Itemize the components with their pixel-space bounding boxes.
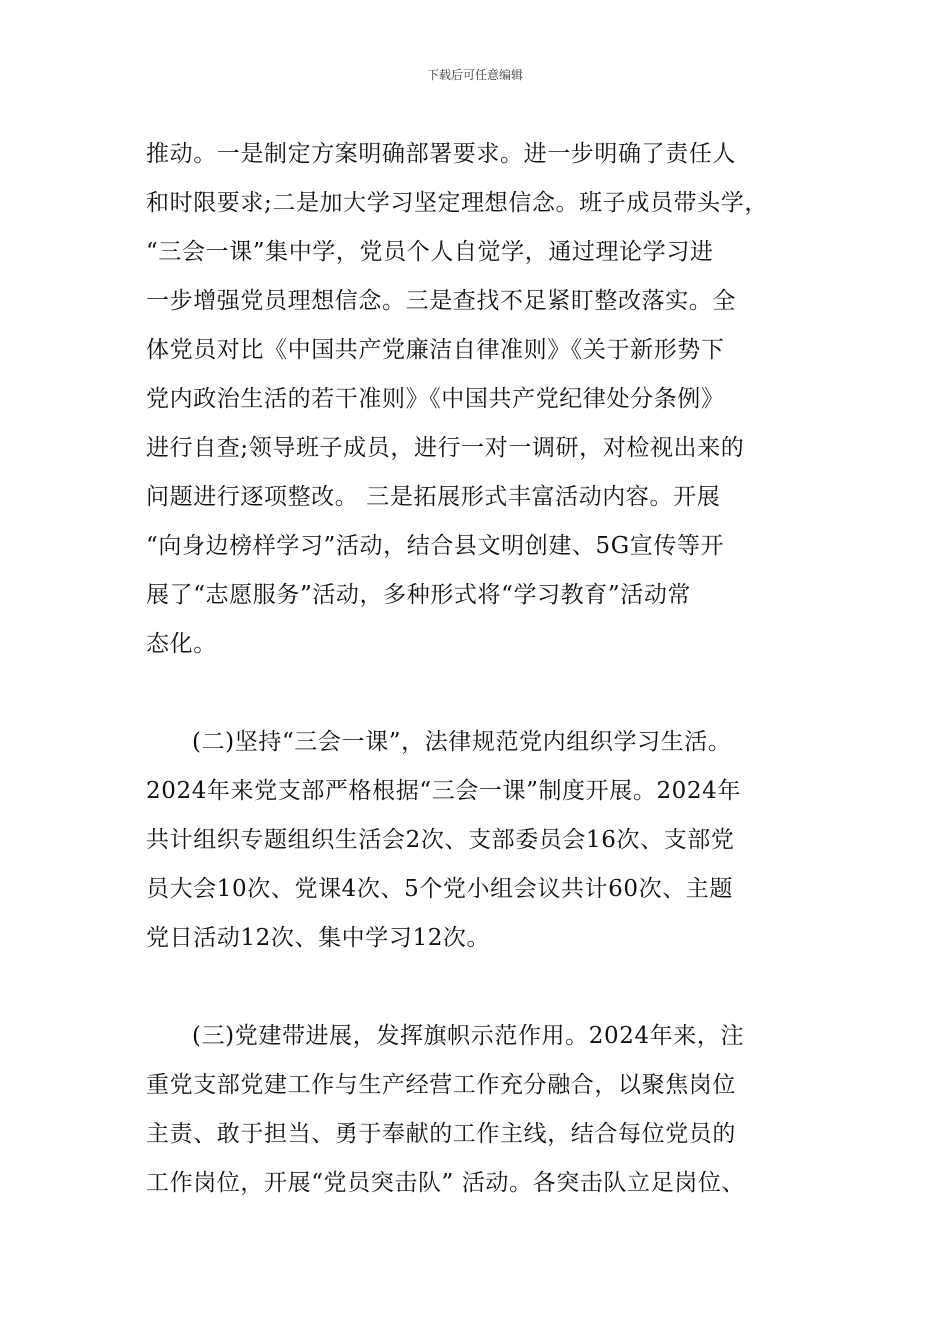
text-line: 主责、敢于担当、勇于奉献的工作主线，结合每位党员的 [146,1121,736,1147]
paragraph-3 [146,1012,836,1208]
text-line: 一步增强党员理想信念。三是查找不足紧盯整改落实。全 [146,288,736,314]
text-line: 重党支部党建工作与生产经营工作充分融合，以聚焦岗位 [146,1072,736,1098]
section-heading-line: (三)党建带进展，发挥旗帜示范作用。2024年来，注 [192,1023,745,1049]
text-line: 态化。 [146,631,217,657]
text-line: 党内政治生活的若干准则》《中国共产党纪律处分条例》 [146,386,725,412]
section-heading-line: (二)坚持“三会一课”，法律规范党内组织学习生活。 [192,729,732,755]
text-line: 展了“志愿服务”活动，多种形式将“学习教育”活动常 [146,582,692,608]
paragraph-2 [146,718,836,963]
text-line: 员大会10次、党课4次、5个党小组会议共计60次、主题 [146,876,733,902]
text-line: 问题进行逐项整改。 三是拓展形式丰富活动内容。开展 [146,484,721,510]
page-header-note: 下载后可任意编辑 [426,68,523,82]
text-line: 和时限要求;二是加大学习坚定理想信念。班子成员带头学， [146,190,768,216]
text-line: 党日活动12次、集中学习12次。 [146,925,491,951]
text-line: “三会一课”集中学，党员个人自觉学，通过理论学习进 [146,239,714,265]
document-body [146,130,836,1208]
text-line: 2024年来党支部严格根据“三会一课”制度开展。2024年 [146,778,741,804]
text-line: 推动。一是制定方案明确部署要求。进一步明确了责任人 [146,141,736,167]
text-line: “向身边榜样学习”活动，结合县文明创建、5G宣传等开 [146,533,725,559]
text-line: 体党员对比《中国共产党廉洁自律准则》《关于新形势下 [146,337,725,363]
paragraph-spacer [146,669,836,718]
text-line: 共计组织专题组织生活会2次、支部委员会16次、支部党 [146,827,735,853]
text-line: 工作岗位，开展“党员突击队” 活动。各突击队立足岗位、 [146,1170,746,1196]
paragraph-spacer [146,963,836,1012]
text-line: 进行自查;领导班子成员，进行一对一调研，对检视出来的 [146,435,745,461]
paragraph-1 [146,130,836,669]
